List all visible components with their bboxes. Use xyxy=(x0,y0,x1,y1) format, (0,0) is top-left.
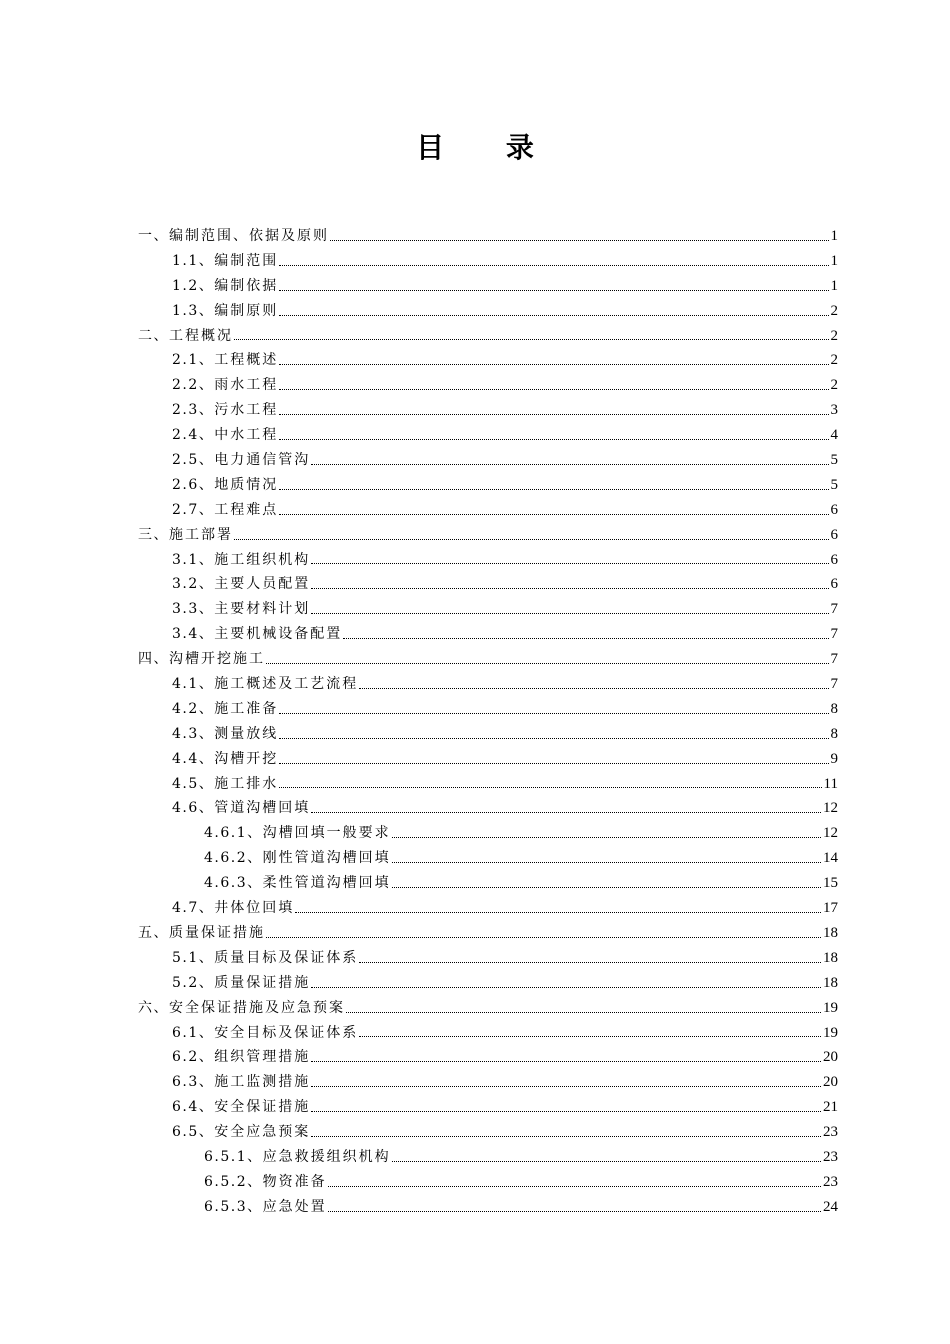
toc-dot-leader xyxy=(311,1061,821,1062)
toc-entry-title: 施工监测措施 xyxy=(214,1074,311,1091)
toc-entry[interactable] xyxy=(138,324,838,349)
toc-entry[interactable] xyxy=(138,896,838,921)
toc-entry-title: 井体位回填 xyxy=(214,900,295,917)
toc-entry[interactable] xyxy=(138,224,838,249)
toc-entry[interactable] xyxy=(138,572,838,597)
toc-entry[interactable] xyxy=(138,1145,838,1170)
toc-dot-leader xyxy=(311,588,828,589)
toc-entry[interactable] xyxy=(138,821,838,846)
toc-entry-number: 二、 xyxy=(138,327,169,344)
toc-page-number: 20 xyxy=(823,1074,838,1091)
toc-entry[interactable] xyxy=(138,274,838,299)
toc-entry-number: 一、 xyxy=(138,228,169,244)
toc-entry-title: 编制范围、依据及原则 xyxy=(169,228,329,244)
toc-dot-leader xyxy=(279,364,828,365)
toc-page-number: 6 xyxy=(830,551,838,568)
toc-dot-leader xyxy=(295,912,821,913)
toc-entry[interactable] xyxy=(138,946,838,971)
toc-dot-leader xyxy=(311,1136,821,1137)
toc-page-number: 1 xyxy=(830,252,838,269)
toc-entry[interactable] xyxy=(138,921,838,946)
toc-page-number: 2 xyxy=(830,327,838,344)
toc-entry-number: 4.6.1、 xyxy=(204,825,263,842)
toc-dot-leader xyxy=(392,1161,821,1162)
toc-dot-leader xyxy=(279,265,828,266)
toc-page-number: 6 xyxy=(830,576,838,593)
toc-entry[interactable] xyxy=(138,249,838,274)
toc-entry-number: 3.3、 xyxy=(172,601,215,618)
toc-entry[interactable] xyxy=(138,398,838,423)
toc-page-number: 23 xyxy=(823,1124,838,1141)
toc-entry-number: 3.4、 xyxy=(172,626,215,643)
toc-entry-number: 5.1、 xyxy=(172,949,215,966)
toc-page-number: 4 xyxy=(830,427,838,444)
toc-entry-number: 4.6.3、 xyxy=(204,875,263,892)
toc-title: 目 录 xyxy=(416,131,560,164)
toc-dot-leader xyxy=(279,713,828,714)
toc-entry-number: 1.2、 xyxy=(172,277,215,294)
toc-entry[interactable] xyxy=(138,722,838,747)
toc-entry-number: 2.3、 xyxy=(172,402,215,419)
toc-entry[interactable] xyxy=(138,548,838,573)
toc-page-number: 7 xyxy=(830,626,838,643)
toc-entry[interactable] xyxy=(138,772,838,797)
toc-entry[interactable] xyxy=(138,796,838,821)
toc-dot-leader xyxy=(279,315,828,316)
toc-entry-title: 主要材料计划 xyxy=(214,601,311,618)
toc-entry-title: 刚性管道沟槽回填 xyxy=(262,850,391,867)
toc-page-number: 6 xyxy=(830,526,838,543)
toc-page-number: 19 xyxy=(823,1024,838,1041)
toc-entry[interactable] xyxy=(138,423,838,448)
toc-entry-number: 6.3、 xyxy=(172,1074,215,1091)
toc-dot-leader xyxy=(311,812,821,813)
toc-page-number: 14 xyxy=(823,850,838,867)
toc-entry[interactable] xyxy=(138,672,838,697)
toc-entry[interactable] xyxy=(138,1070,838,1095)
toc-entry-title: 质量保证措施 xyxy=(169,924,265,941)
toc-page-number: 21 xyxy=(823,1099,838,1116)
toc-page-number: 12 xyxy=(823,825,838,842)
toc-entry-number: 6.2、 xyxy=(172,1049,215,1066)
toc-entry-number: 6.5、 xyxy=(172,1124,215,1141)
toc-dot-leader xyxy=(279,489,828,490)
toc-entry-title: 施工排水 xyxy=(214,775,279,792)
toc-entry[interactable] xyxy=(138,846,838,871)
toc-entry-number: 2.1、 xyxy=(172,352,215,369)
toc-entry-number: 2.6、 xyxy=(172,476,215,493)
toc-page-number: 7 xyxy=(830,601,838,618)
toc-entry-title: 质量保证措施 xyxy=(214,974,311,991)
toc-entry[interactable] xyxy=(138,996,838,1021)
toc-page-number: 18 xyxy=(823,974,838,991)
toc-entry-title: 安全目标及保证体系 xyxy=(214,1024,359,1041)
toc-dot-leader xyxy=(279,389,828,390)
toc-entry-number: 四、 xyxy=(138,651,169,668)
toc-page-number: 23 xyxy=(823,1148,838,1165)
toc-entry[interactable] xyxy=(138,1120,838,1145)
toc-dot-leader xyxy=(392,862,821,863)
toc-dot-leader xyxy=(328,1211,821,1212)
toc-entry-title: 雨水工程 xyxy=(214,377,279,394)
toc-entry-title: 施工准备 xyxy=(214,700,279,717)
table-of-contents xyxy=(138,224,838,1220)
toc-entry-number: 6.5.3、 xyxy=(204,1198,263,1215)
toc-entry-number: 6.4、 xyxy=(172,1099,215,1116)
toc-page-number: 11 xyxy=(823,775,838,792)
toc-dot-leader xyxy=(311,1086,821,1087)
toc-entry-number: 4.1、 xyxy=(172,676,215,693)
toc-dot-leader xyxy=(279,439,828,440)
toc-entry-number: 4.5、 xyxy=(172,775,215,792)
toc-page-number: 5 xyxy=(830,452,838,469)
toc-entry[interactable] xyxy=(138,1170,838,1195)
toc-entry[interactable] xyxy=(138,448,838,473)
toc-entry-title: 测量放线 xyxy=(214,725,279,742)
toc-dot-leader xyxy=(359,1036,821,1037)
toc-entry-title: 编制原则 xyxy=(214,302,279,319)
toc-entry-number: 2.2、 xyxy=(172,377,215,394)
toc-entry[interactable] xyxy=(138,1045,838,1070)
toc-entry[interactable] xyxy=(138,498,838,523)
toc-entry-number: 6.5.2、 xyxy=(204,1173,263,1190)
toc-entry[interactable] xyxy=(138,597,838,622)
toc-dot-leader xyxy=(359,962,821,963)
toc-entry-title: 施工组织机构 xyxy=(214,551,311,568)
toc-entry-number: 6.5.1、 xyxy=(204,1148,263,1165)
toc-dot-leader xyxy=(234,539,829,540)
toc-dot-leader xyxy=(234,339,829,340)
toc-entry-title: 主要人员配置 xyxy=(214,576,311,593)
toc-entry[interactable] xyxy=(138,1021,838,1046)
toc-page-number: 1 xyxy=(830,228,838,244)
toc-entry-number: 5.2、 xyxy=(172,974,215,991)
toc-entry[interactable] xyxy=(138,1195,838,1220)
toc-entry-number: 三、 xyxy=(138,526,169,543)
toc-entry-title: 施工部署 xyxy=(169,526,233,543)
toc-entry-number: 六、 xyxy=(138,999,169,1016)
toc-entry[interactable] xyxy=(138,747,838,772)
toc-entry-number: 4.4、 xyxy=(172,750,215,767)
toc-entry-number: 4.3、 xyxy=(172,725,215,742)
toc-entry-number: 2.4、 xyxy=(172,427,215,444)
toc-entry-number: 3.1、 xyxy=(172,551,215,568)
toc-entry-number: 2.7、 xyxy=(172,501,215,518)
toc-entry-title: 电力通信管沟 xyxy=(214,452,311,469)
toc-dot-leader xyxy=(392,837,821,838)
toc-entry-title: 主要机械设备配置 xyxy=(214,626,343,643)
toc-page-number: 18 xyxy=(823,949,838,966)
toc-dot-leader xyxy=(359,688,828,689)
toc-entry-title: 组织管理措施 xyxy=(214,1049,311,1066)
toc-entry-title: 柔性管道沟槽回填 xyxy=(262,875,391,892)
toc-page-number: 20 xyxy=(823,1049,838,1066)
toc-dot-leader xyxy=(279,763,828,764)
toc-page-number: 17 xyxy=(823,900,838,917)
toc-entry-title: 沟槽回填一般要求 xyxy=(262,825,391,842)
toc-dot-leader xyxy=(311,464,828,465)
toc-entry-number: 1.3、 xyxy=(172,302,215,319)
toc-entry-title: 安全应急预案 xyxy=(214,1124,311,1141)
toc-page-number: 6 xyxy=(830,501,838,518)
toc-entry-title: 物资准备 xyxy=(262,1173,327,1190)
toc-entry-number: 五、 xyxy=(138,924,169,941)
toc-page-number: 12 xyxy=(823,800,838,817)
toc-entry[interactable] xyxy=(138,971,838,996)
toc-entry-title: 沟槽开挖施工 xyxy=(169,651,265,668)
toc-entry-title: 应急救援组织机构 xyxy=(262,1148,391,1165)
toc-entry[interactable] xyxy=(138,373,838,398)
toc-entry-number: 2.5、 xyxy=(172,452,215,469)
toc-page-number: 8 xyxy=(830,725,838,742)
toc-dot-leader xyxy=(328,1186,821,1187)
toc-page-number: 7 xyxy=(830,676,838,693)
toc-entry-title: 安全保证措施及应急预案 xyxy=(169,999,345,1016)
toc-entry-title: 地质情况 xyxy=(214,476,279,493)
toc-dot-leader xyxy=(311,987,821,988)
toc-entry[interactable] xyxy=(138,647,838,672)
toc-dot-leader xyxy=(346,1012,821,1013)
toc-entry[interactable] xyxy=(138,871,838,896)
toc-entry-number: 4.7、 xyxy=(172,900,215,917)
toc-dot-leader xyxy=(266,663,829,664)
toc-dot-leader xyxy=(330,240,829,241)
toc-dot-leader xyxy=(266,937,821,938)
toc-page-number: 3 xyxy=(830,402,838,419)
toc-page-number: 2 xyxy=(830,352,838,369)
toc-entry-number: 4.6、 xyxy=(172,800,215,817)
toc-entry-number: 6.1、 xyxy=(172,1024,215,1041)
toc-entry[interactable] xyxy=(138,348,838,373)
toc-entry[interactable] xyxy=(138,697,838,722)
toc-entry-number: 4.2、 xyxy=(172,700,215,717)
toc-page-number: 15 xyxy=(823,875,838,892)
toc-entry-title: 施工概述及工艺流程 xyxy=(214,676,359,693)
toc-page-number: 24 xyxy=(823,1198,838,1215)
toc-entry-title: 应急处置 xyxy=(262,1198,327,1215)
toc-dot-leader xyxy=(279,290,828,291)
toc-entry[interactable] xyxy=(138,473,838,498)
toc-page-number: 8 xyxy=(830,700,838,717)
toc-page-number: 5 xyxy=(830,476,838,493)
toc-page-number: 2 xyxy=(830,302,838,319)
toc-page-number: 7 xyxy=(830,651,838,668)
toc-entry-title: 中水工程 xyxy=(214,427,279,444)
toc-entry-number: 1.1、 xyxy=(172,252,215,269)
toc-entry-title: 工程概述 xyxy=(214,352,279,369)
toc-entry-title: 编制依据 xyxy=(214,277,279,294)
toc-entry-title: 管道沟槽回填 xyxy=(214,800,311,817)
toc-entry-title: 工程难点 xyxy=(214,501,279,518)
toc-page-number: 19 xyxy=(823,999,838,1016)
toc-entry-title: 质量目标及保证体系 xyxy=(214,949,359,966)
toc-entry-title: 污水工程 xyxy=(214,402,279,419)
toc-entry-title: 编制范围 xyxy=(214,252,279,269)
toc-entry-title: 安全保证措施 xyxy=(214,1099,311,1116)
toc-dot-leader xyxy=(279,787,821,788)
toc-page-number: 23 xyxy=(823,1173,838,1190)
toc-entry-title: 工程概况 xyxy=(169,327,233,344)
toc-page-number: 1 xyxy=(830,277,838,294)
toc-dot-leader xyxy=(311,1111,821,1112)
toc-entry-number: 4.6.2、 xyxy=(204,850,263,867)
toc-entry[interactable] xyxy=(138,1095,838,1120)
toc-entry-title: 沟槽开挖 xyxy=(214,750,279,767)
toc-dot-leader xyxy=(392,887,821,888)
toc-entry-number: 3.2、 xyxy=(172,576,215,593)
toc-dot-leader xyxy=(279,738,828,739)
toc-page-number: 18 xyxy=(823,924,838,941)
toc-dot-leader xyxy=(311,613,828,614)
toc-dot-leader xyxy=(279,514,828,515)
toc-dot-leader xyxy=(343,638,828,639)
toc-entry[interactable] xyxy=(138,523,838,548)
toc-page-number: 9 xyxy=(830,750,838,767)
toc-entry[interactable] xyxy=(138,622,838,647)
toc-dot-leader xyxy=(311,563,828,564)
toc-dot-leader xyxy=(279,414,828,415)
toc-entry[interactable] xyxy=(138,299,838,324)
toc-page-number: 2 xyxy=(830,377,838,394)
